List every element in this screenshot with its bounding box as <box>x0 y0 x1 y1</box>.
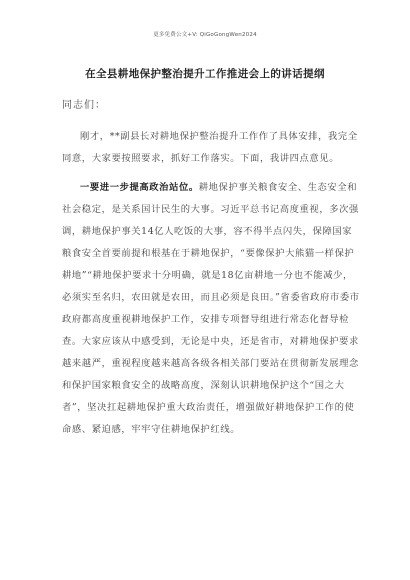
salutation: 同志们： <box>62 100 106 111</box>
document-title: 在全县耕地保护整治提升工作推进会上的讲话提纲 <box>85 68 325 80</box>
paragraph-text: 耕地保护事关粮食安全、生态安全和社会稳定，是关系国计民生的大事。习近平总书记高度重视，多次强调，耕地保护事关14亿人吃饭的大事，容不得半点闪失，保障国家粮食安全首要前提和根基在于耕地保护，“要像保护大熊猫一样保护耕地”“耕地保护要求十分明确，就是18亿亩耕地一分也不能减少，必须实至名归，农田就是农田，而且必须是良田。”省委省政府市委市政府都高度重视耕地保护工作，安排专项督导组进行常态化督导检查。大家应该从中感受到，无论是中央，还是省市，对耕地保护要求越来越严，重视程度越来越高各级各相关部门要站在贯彻新发展理念和保护国家粮食安全的战略高度，深刻认识耕地保护这个“国之大者”，坚决扛起耕地保护重大政治责任，增强做好耕地保护工作的使命感、紧迫感，牢牢守住耕地保护红线。 <box>62 182 360 435</box>
paragraph-intro <box>62 126 362 170</box>
body-text <box>62 126 362 448</box>
paragraph-lead: 一要进一步提高政治站位。 <box>80 182 199 193</box>
paragraph-text: 刚才，**副县长对耕地保护整治提升工作作了具体安排，我完全同意，大家要按照要求，抓好工作落实。下面，我讲四点意见。 <box>62 131 358 164</box>
paragraph-point-one <box>62 177 362 441</box>
header-note: 更多免费公文+V: QiGoGongWen2024 <box>153 32 257 38</box>
